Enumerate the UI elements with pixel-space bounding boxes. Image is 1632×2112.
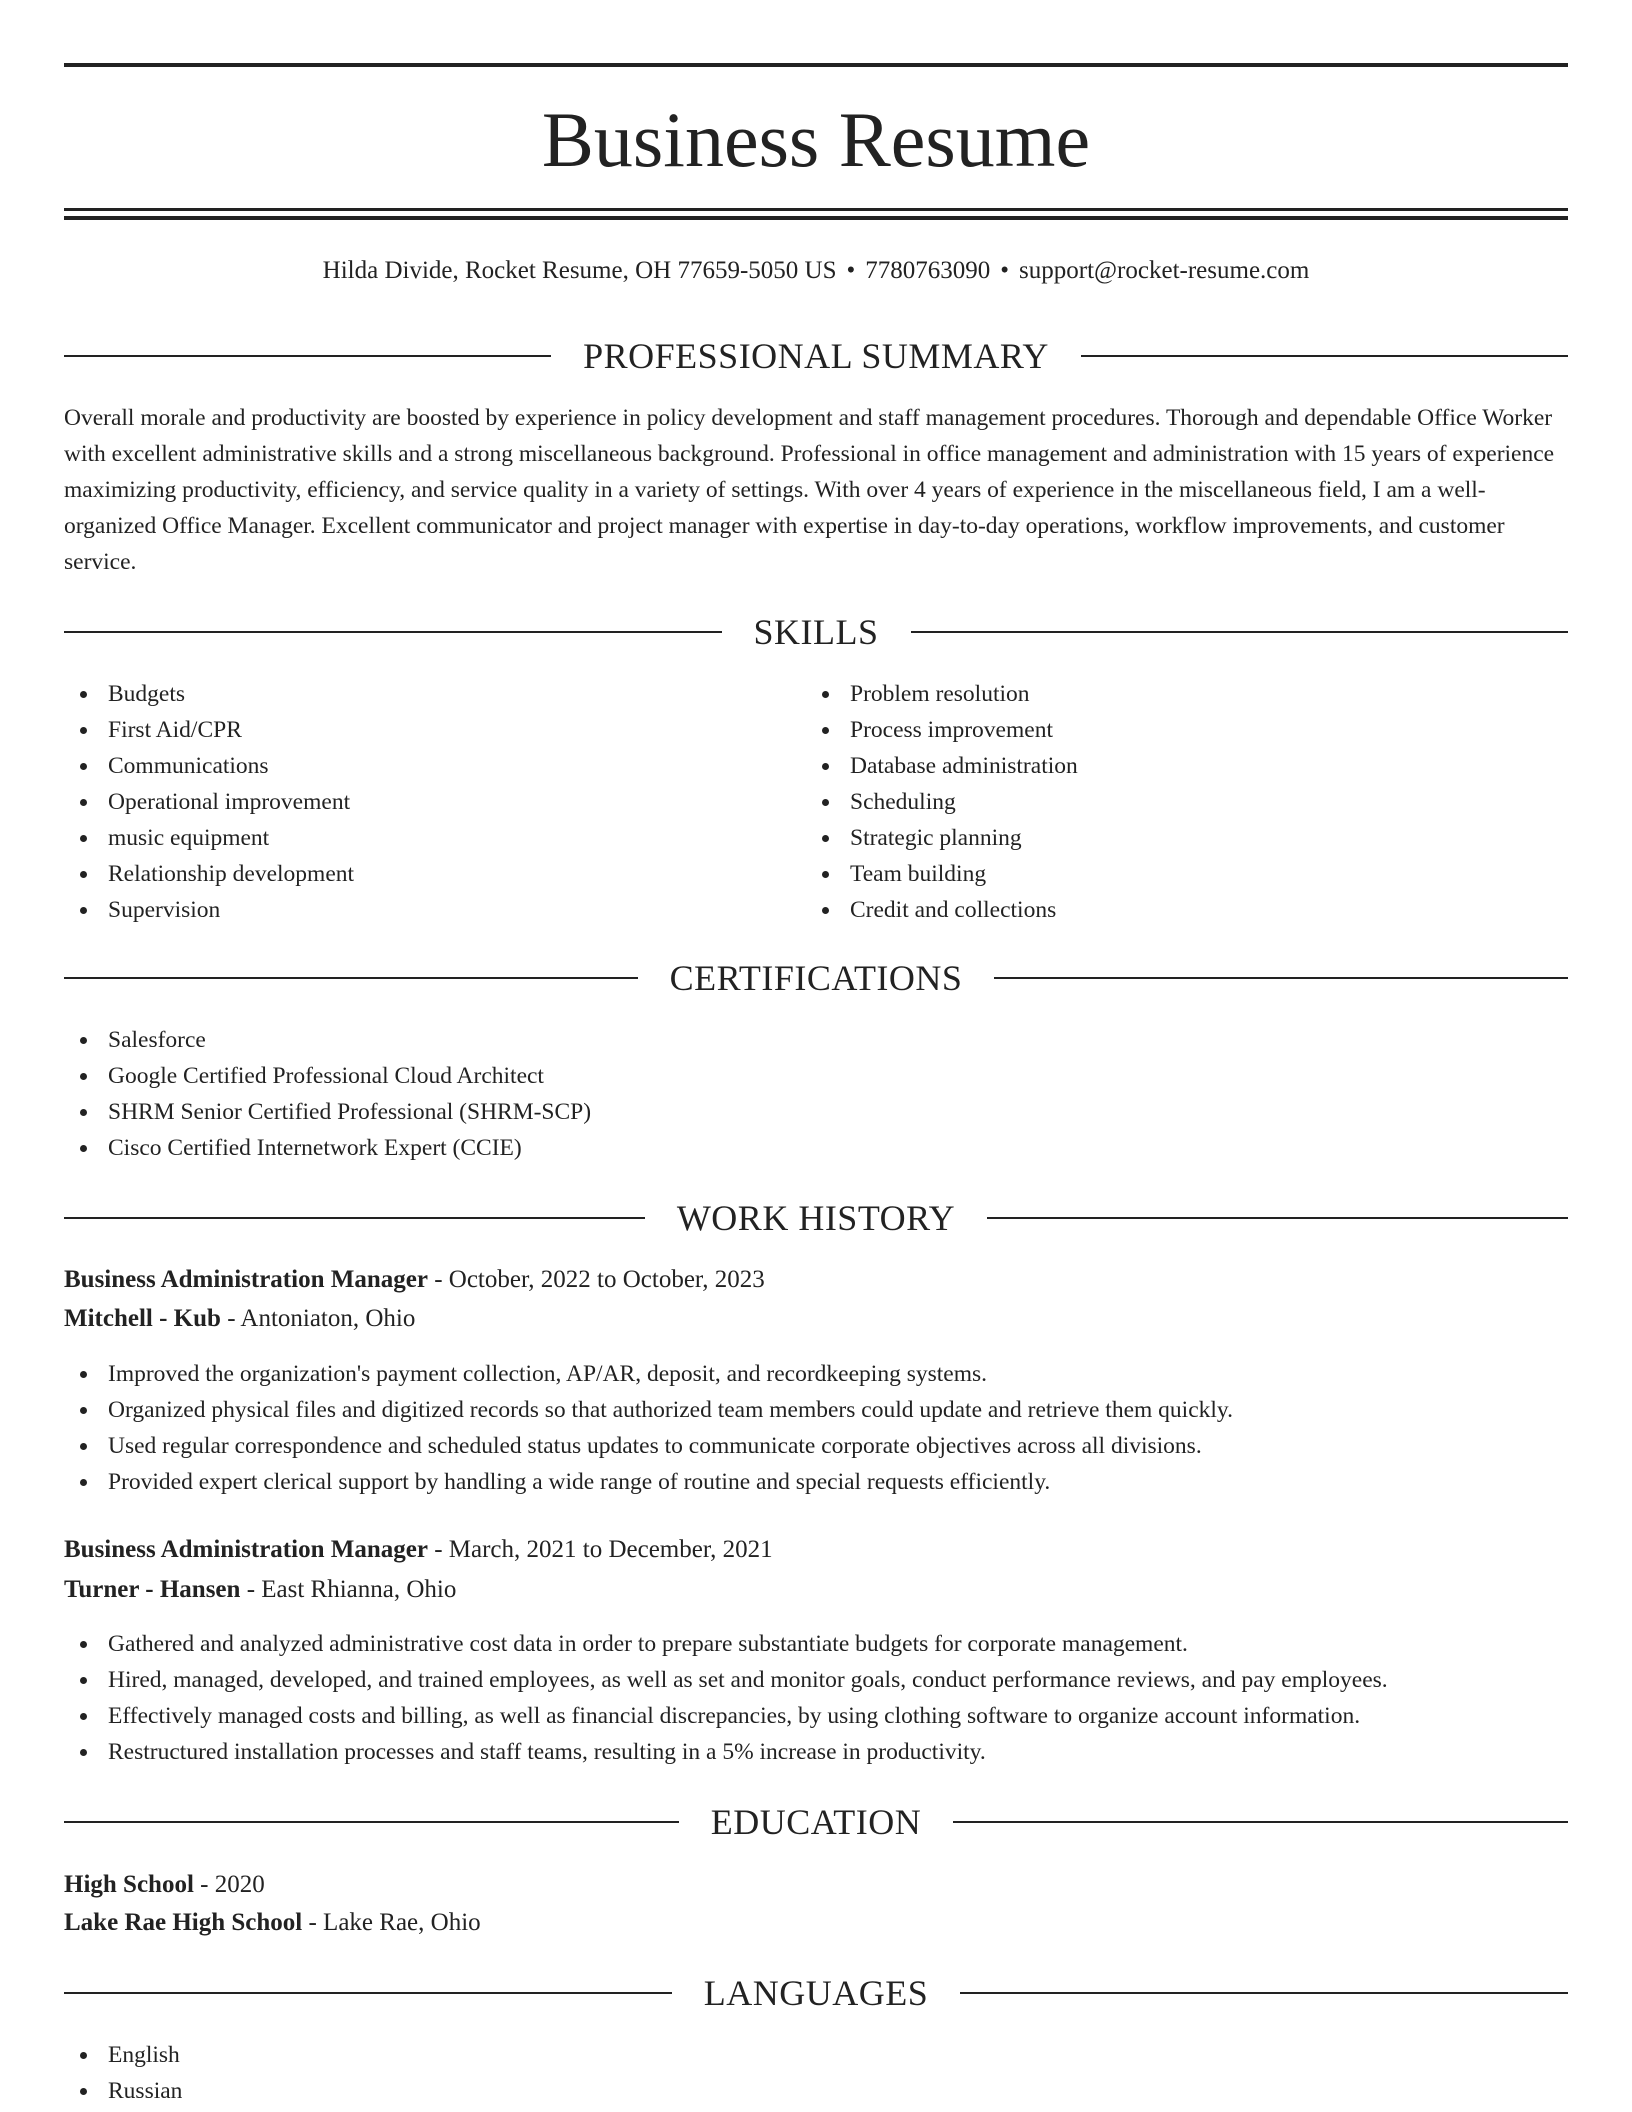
skill-item: Budgets (64, 676, 354, 712)
education-school: Lake Rae High School (64, 1909, 303, 1936)
section-divider (64, 631, 722, 633)
contact-phone: 7780763090 (865, 257, 991, 284)
section-header-languages (64, 1971, 1568, 2015)
job-bullets (64, 1356, 1233, 1500)
job-bullet: Improved the organization's payment collection, AP/AR, deposit, and recordkeeping systems. (64, 1356, 1233, 1392)
contact-separator: • (846, 257, 856, 284)
section-title-work-history: WORK HISTORY (676, 1198, 956, 1238)
title-rule-lower (64, 216, 1568, 220)
section-divider (994, 977, 1568, 979)
language-item: English (64, 2037, 182, 2073)
page-title: Business Resume (541, 96, 1091, 183)
section-divider (953, 1821, 1568, 1823)
skill-item: Strategic planning (806, 820, 1078, 856)
language-item: Russian (64, 2073, 182, 2109)
skill-item: First Aid/CPR (64, 712, 354, 748)
contact-line (0, 255, 1632, 287)
section-header-education (64, 1800, 1568, 1844)
job-company-line (64, 1300, 1568, 1338)
skills-list-left (64, 676, 354, 928)
skill-item: Communications (64, 748, 354, 784)
job-bullet: Hired, managed, developed, and trained employees, as well as set and monitor goals, conduct performance reviews, and pay employees. (64, 1662, 1388, 1698)
contact-email: support@rocket-resume.com (1019, 257, 1310, 284)
job-bullets (64, 1626, 1388, 1770)
section-title-education: EDUCATION (710, 1802, 922, 1842)
section-divider (960, 1992, 1568, 1994)
section-header-work-history (64, 1196, 1568, 1240)
certification-item: Google Certified Professional Cloud Architect (64, 1058, 591, 1094)
skill-item: Credit and collections (806, 892, 1078, 928)
section-header-skills (64, 610, 1568, 654)
job-bullet: Restructured installation processes and staff teams, resulting in a 5% increase in productivity. (64, 1734, 1388, 1770)
languages-list (64, 2037, 182, 2109)
education-degree: High School (64, 1871, 194, 1898)
skill-item: Supervision (64, 892, 354, 928)
section-header-summary (64, 334, 1568, 378)
job-dates: - October, 2022 to October, 2023 (427, 1266, 765, 1293)
skill-item: Operational improvement (64, 784, 354, 820)
job-company-line (64, 1571, 1568, 1609)
job-bullet: Used regular correspondence and scheduled status updates to communicate corporate objectives across all divisions. (64, 1428, 1233, 1464)
job-bullet: Provided expert clerical support by handling a wide range of routine and special requests efficiently. (64, 1464, 1233, 1500)
section-divider (64, 355, 551, 357)
job-bullet: Gathered and analyzed administrative cost data in order to prepare substantiate budgets for corporate management. (64, 1626, 1388, 1662)
section-title-skills: SKILLS (753, 612, 879, 652)
section-divider (1081, 355, 1568, 357)
job-title-line (64, 1531, 1568, 1569)
section-divider (64, 1992, 672, 1994)
job-dates: - March, 2021 to December, 2021 (427, 1536, 773, 1563)
section-title-certifications: CERTIFICATIONS (669, 958, 963, 998)
skill-item: Team building (806, 856, 1078, 892)
section-header-certifications (64, 956, 1568, 1000)
job-title: Business Administration Manager (64, 1266, 428, 1293)
skill-item: Scheduling (806, 784, 1078, 820)
skill-item: music equipment (64, 820, 354, 856)
section-divider (64, 1217, 645, 1219)
section-divider (64, 1821, 679, 1823)
contact-address: Hilda Divide, Rocket Resume, OH 77659-5050 US (322, 257, 837, 284)
section-divider (987, 1217, 1568, 1219)
skill-item: Problem resolution (806, 676, 1078, 712)
job-bullet: Effectively managed costs and billing, as well as financial discrepancies, by using clothing software to organize account information. (64, 1698, 1388, 1734)
education-year: - 2020 (193, 1871, 265, 1898)
certifications-list (64, 1022, 591, 1166)
section-title-summary: PROFESSIONAL SUMMARY (583, 336, 1049, 376)
education-degree-line (64, 1866, 1568, 1904)
job-company: Turner - Hansen (64, 1576, 241, 1603)
contact-separator: • (1000, 257, 1010, 284)
job-bullet: Organized physical files and digitized records so that authorized team members could update and retrieve them quickly. (64, 1392, 1233, 1428)
certification-item: SHRM Senior Certified Professional (SHRM-SCP) (64, 1094, 591, 1130)
job-title: Business Administration Manager (64, 1536, 428, 1563)
job-company: Mitchell - Kub (64, 1305, 221, 1332)
job-title-line (64, 1261, 1568, 1299)
section-divider (64, 977, 638, 979)
certification-item: Salesforce (64, 1022, 591, 1058)
education-location: - Lake Rae, Ohio (302, 1909, 481, 1936)
title-rule-upper (64, 208, 1568, 211)
summary-text: Overall morale and productivity are boosted by experience in policy development and staff management procedures. Thorough and dependable Office Worker with excellent administrative skills and a strong miscellaneous background. Professional in office management and administration with 15 years of experience maximizing productivity, efficiency, and service quality in a variety of settings. With over 4 years of experience in the miscellaneous field, I am a well-organized Office Manager. Excellent communicator and project manager with expertise in day-to-day operations, workflow improvements, and customer service. (64, 405, 1555, 575)
skills-list-right (806, 676, 1078, 928)
certification-item: Cisco Certified Internetwork Expert (CCIE) (64, 1130, 591, 1166)
job-location: - East Rhianna, Ohio (240, 1576, 457, 1603)
job-location: - Antoniaton, Ohio (220, 1305, 416, 1332)
skill-item: Relationship development (64, 856, 354, 892)
education-school-line (64, 1904, 1568, 1942)
skill-item: Process improvement (806, 712, 1078, 748)
section-divider (911, 631, 1569, 633)
top-rule (64, 63, 1568, 67)
skill-item: Database administration (806, 748, 1078, 784)
section-title-languages: LANGUAGES (703, 1973, 929, 2013)
